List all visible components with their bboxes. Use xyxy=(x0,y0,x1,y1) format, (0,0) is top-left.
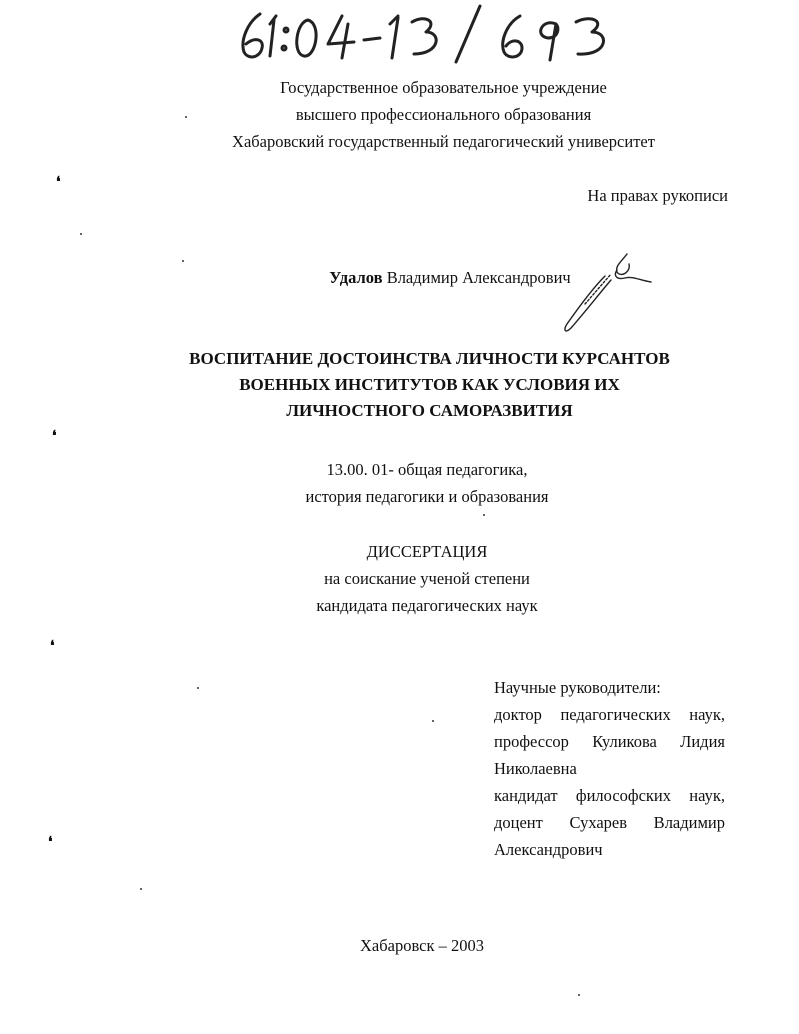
advisor-2-degree: кандидат философских наук, xyxy=(494,786,725,805)
title-line-2: ВОЕННЫХ ИНСТИТУТОВ КАК УСЛОВИЯ ИХ xyxy=(239,375,620,394)
scan-speck xyxy=(140,888,142,890)
author-given-names: Владимир Александрович xyxy=(386,268,571,287)
scan-speck xyxy=(80,233,82,235)
margin-mark-2: ❛ xyxy=(52,429,57,444)
scan-speck xyxy=(578,994,580,996)
advisor-1-patronymic: Николаевна xyxy=(494,759,577,778)
city-year: Хабаровск – 2003 xyxy=(360,936,484,955)
margin-mark-1: ❛ xyxy=(56,175,61,190)
author-name xyxy=(0,268,799,288)
scan-speck xyxy=(185,116,187,118)
advisor-1-title-name: профессор Куликова Лидия xyxy=(494,732,725,751)
specialty-line-2: история педагогики и образования xyxy=(305,487,549,506)
specialty-line-1: 13.00. 01- общая педагогика, xyxy=(326,460,528,479)
author-signature xyxy=(555,246,665,338)
scan-speck xyxy=(483,514,485,516)
handwritten-registration-number xyxy=(230,2,630,64)
dissertation-line-1: на соискание ученой степени xyxy=(324,569,530,588)
margin-mark-4: ❛ xyxy=(48,835,53,850)
scan-speck xyxy=(432,720,434,722)
advisor-2-title-name: доцент Сухарев Владимир xyxy=(494,813,725,832)
margin-mark-3: ❛ xyxy=(50,639,55,654)
institution-line-1: Государственное образовательное учреждение xyxy=(280,78,607,97)
dissertation-heading: ДИССЕРТАЦИЯ xyxy=(366,542,488,561)
scan-speck xyxy=(182,260,184,262)
title-line-3: ЛИЧНОСТНОГО САМОРАЗВИТИЯ xyxy=(286,401,573,420)
title-line-1: ВОСПИТАНИЕ ДОСТОИНСТВА ЛИЧНОСТИ КУРСАНТОВ xyxy=(189,349,670,368)
author-surname: Удалов xyxy=(329,268,383,287)
dissertation-line-2: кандидата педагогических наук xyxy=(316,596,538,615)
advisors-block xyxy=(494,674,725,863)
advisor-2-patronymic: Александрович xyxy=(494,840,603,859)
institution-line-3: Хабаровский государственный педагогический университет xyxy=(232,132,655,151)
advisors-heading: Научные руководители: xyxy=(494,678,661,697)
advisor-1-degree: доктор педагогических наук, xyxy=(494,705,725,724)
manuscript-rights-note: На правах рукописи xyxy=(587,186,728,205)
scan-speck xyxy=(197,687,199,689)
institution-line-2: высшего профессионального образования xyxy=(295,105,592,124)
